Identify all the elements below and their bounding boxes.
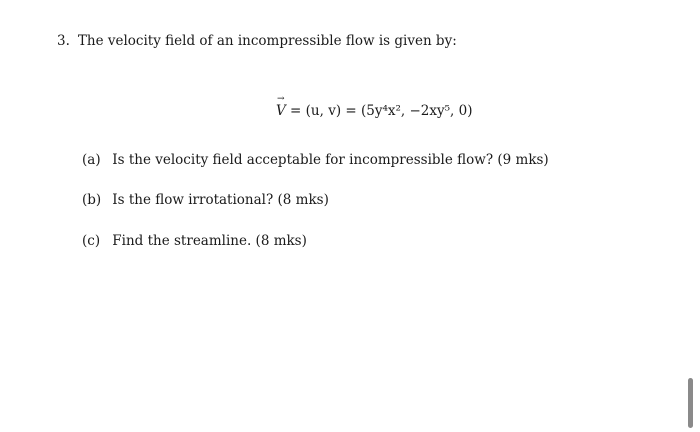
part-b-label: (b) (82, 192, 102, 208)
question-number: 3. (57, 33, 70, 49)
part-a (82, 152, 549, 168)
scrollbar-thumb[interactable] (688, 378, 693, 428)
part-c (82, 233, 307, 249)
part-b-text: Is the flow irrotational? (8 mks) (112, 192, 329, 208)
velocity-vector-symbol: V → (276, 94, 286, 119)
velocity-equation-rhs: = (u, v) = (5y⁴x², −2xy⁵, 0) (290, 103, 473, 119)
vector-arrow-icon: → (277, 94, 285, 104)
question-statement (57, 33, 457, 49)
part-c-label: (c) (82, 233, 101, 249)
question-text: The velocity field of an incompressible flow is given by: (77, 33, 457, 49)
part-b (82, 192, 329, 208)
part-a-text: Is the velocity field acceptable for incompressible flow? (9 mks) (112, 152, 549, 168)
part-c-text: Find the streamline. (8 mks) (112, 233, 307, 249)
part-a-label: (a) (82, 152, 101, 168)
velocity-equation (276, 94, 473, 119)
